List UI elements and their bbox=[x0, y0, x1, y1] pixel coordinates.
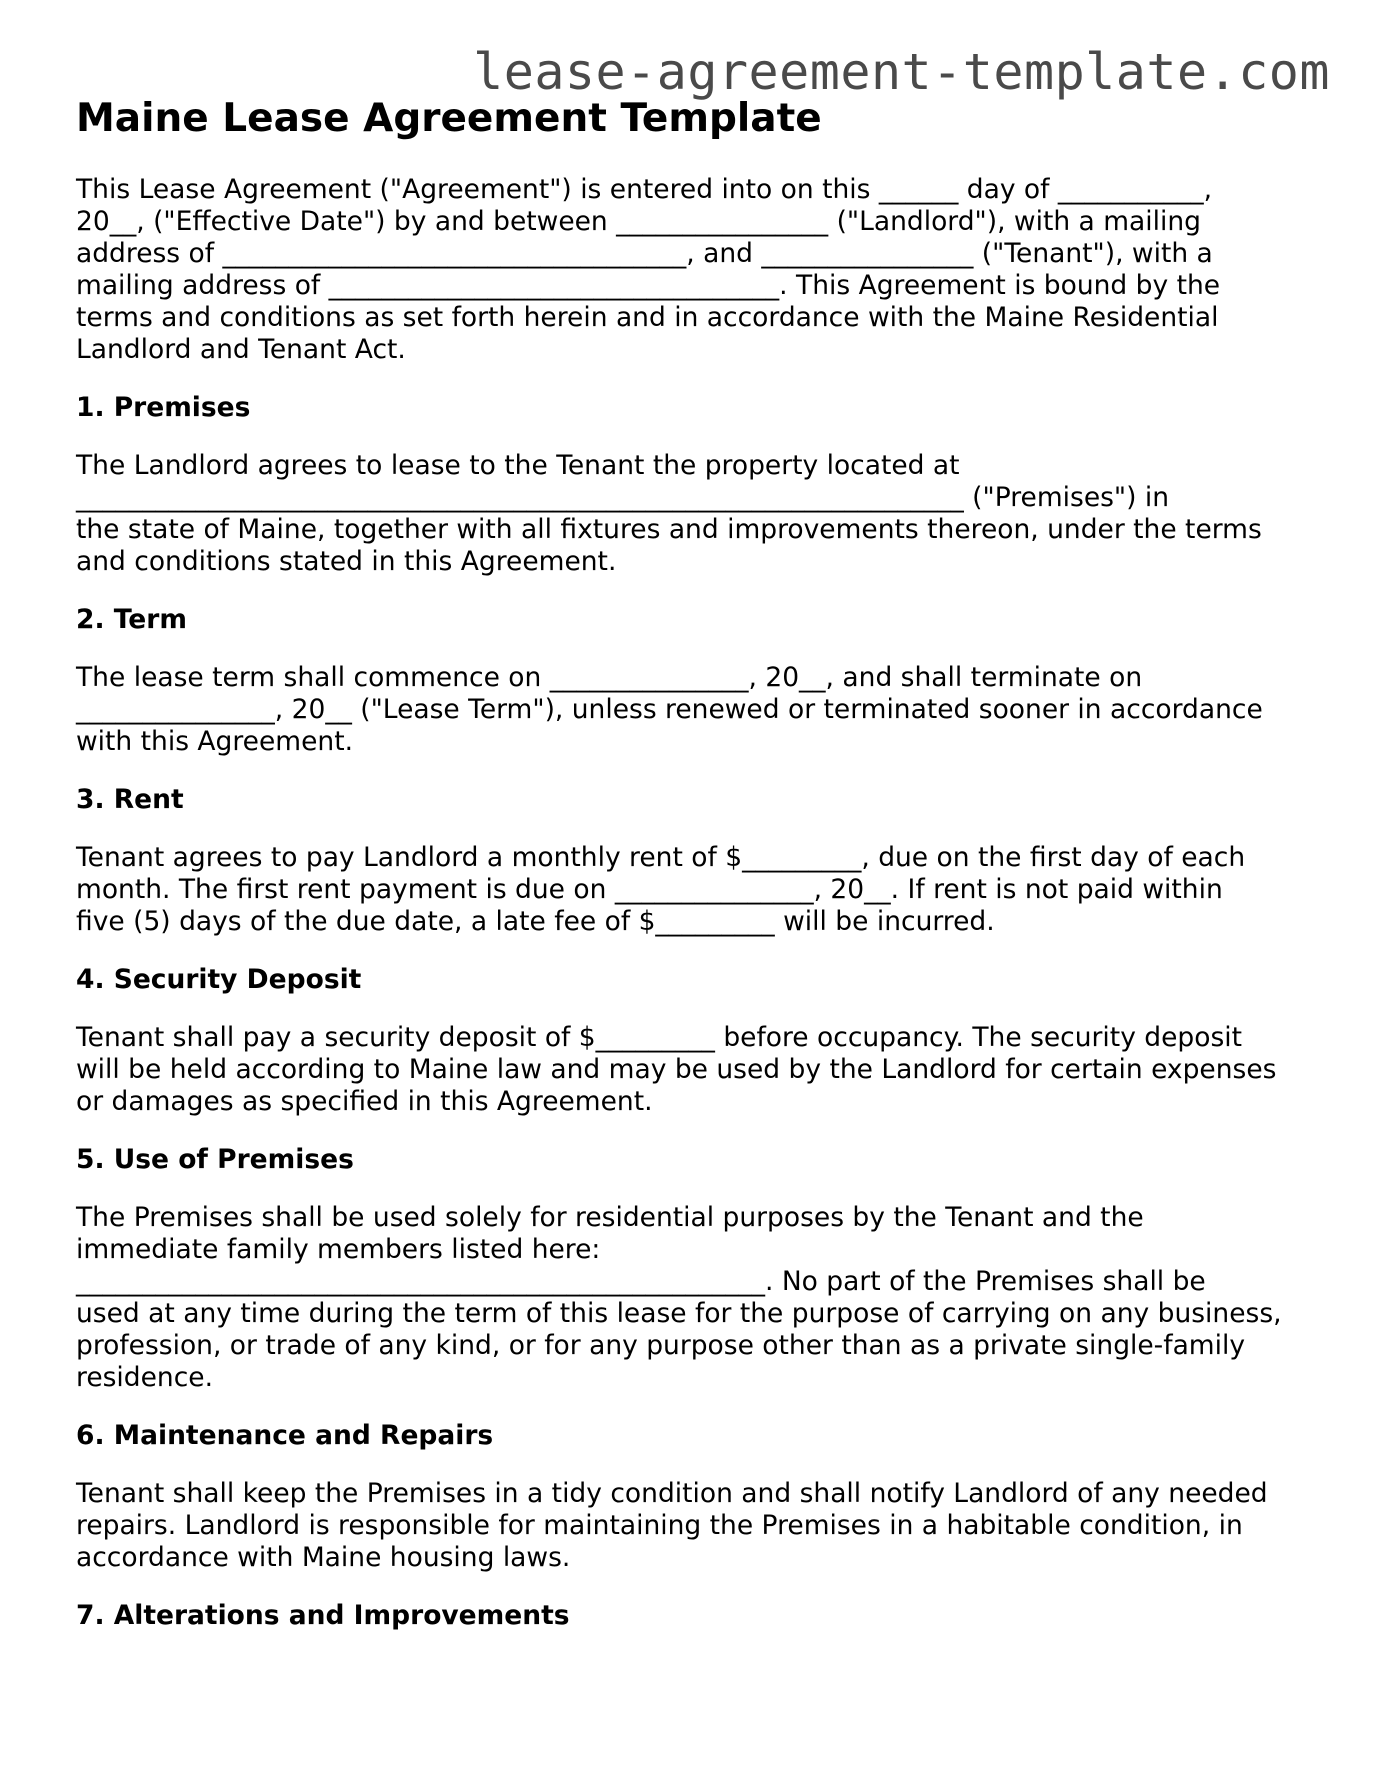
section-body-term bbox=[76, 662, 1316, 758]
paragraph-line: immediate family members listed here: bbox=[76, 1234, 601, 1265]
section-heading-rent: 3. Rent bbox=[76, 784, 184, 815]
section-heading-premises: 1. Premises bbox=[76, 392, 251, 423]
paragraph-line: used at any time during the term of this lease for the purpose of carrying on any business, bbox=[76, 1298, 1282, 1329]
paragraph-line: five (5) days of the due date, a late fee of $_________ will be incurred. bbox=[76, 906, 995, 937]
paragraph-line: This Lease Agreement ("Agreement") is entered into on this ______ day of ___________, bbox=[76, 174, 1213, 205]
paragraph-line: with this Agreement. bbox=[76, 726, 354, 757]
paragraph-line: profession, or trade of any kind, or for any purpose other than as a private single-family bbox=[76, 1330, 1246, 1361]
paragraph-line: ___________________________________________________________________ ("Premises") in bbox=[76, 482, 1170, 513]
paragraph-line: The Premises shall be used solely for residential purposes by the Tenant and the bbox=[76, 1202, 1144, 1233]
section-heading-alterations-and-improvements: 7. Alterations and Improvements bbox=[76, 1600, 570, 1631]
section-heading-term: 2. Term bbox=[76, 604, 187, 635]
paragraph-line: Tenant shall pay a security deposit of $_________ before occupancy. The security deposit bbox=[76, 1022, 1243, 1053]
section-body-premises bbox=[76, 450, 1316, 578]
watermark: lease-agreement-template.com bbox=[473, 43, 1330, 101]
section-body-rent bbox=[76, 842, 1316, 938]
document-page bbox=[76, 96, 1316, 1658]
paragraph-line: mailing address of __________________________________. This Agreement is bound by the bbox=[76, 270, 1221, 301]
paragraph-line: repairs. Landlord is responsible for maintaining the Premises in a habitable condition, in bbox=[76, 1510, 1243, 1541]
paragraph-line: The Landlord agrees to lease to the Tenant the property located at bbox=[76, 450, 960, 481]
paragraph-line: accordance with Maine housing laws. bbox=[76, 1542, 571, 1573]
paragraph-line: and conditions stated in this Agreement. bbox=[76, 546, 617, 577]
paragraph-line: The lease term shall commence on _______________, 20__, and shall terminate on bbox=[76, 662, 1143, 693]
section-body-use-of-premises bbox=[76, 1202, 1316, 1394]
intro-paragraph bbox=[76, 174, 1316, 366]
paragraph-line: or damages as specified in this Agreement. bbox=[76, 1086, 653, 1117]
paragraph-line: terms and conditions as set forth herein and in accordance with the Maine Residential bbox=[76, 302, 1219, 333]
document-title: Maine Lease Agreement Template bbox=[76, 96, 822, 141]
paragraph-line: Landlord and Tenant Act. bbox=[76, 334, 406, 365]
paragraph-line: residence. bbox=[76, 1362, 214, 1393]
paragraph-line: Tenant agrees to pay Landlord a monthly rent of $_________, due on the first day of each bbox=[76, 842, 1246, 873]
paragraph-line: address of ___________________________________, and ________________ ("Tenant"), with a bbox=[76, 238, 1213, 269]
section-body-security-deposit bbox=[76, 1022, 1316, 1118]
section-heading-security-deposit: 4. Security Deposit bbox=[76, 964, 362, 995]
paragraph-line: month. The first rent payment is due on _______________, 20__. If rent is not paid within bbox=[76, 874, 1223, 905]
section-heading-maintenance-and-repairs: 6. Maintenance and Repairs bbox=[76, 1420, 494, 1451]
paragraph-line: 20__, ("Effective Date") by and between ________________ ("Landlord"), with a mailing bbox=[76, 206, 1201, 237]
section-body-maintenance-and-repairs bbox=[76, 1478, 1316, 1574]
section-heading-use-of-premises: 5. Use of Premises bbox=[76, 1144, 354, 1175]
paragraph-line: ____________________________________________________. No part of the Premises shall be bbox=[76, 1266, 1206, 1297]
paragraph-line: will be held according to Maine law and may be used by the Landlord for certain expenses bbox=[76, 1054, 1277, 1085]
paragraph-line: the state of Maine, together with all fixtures and improvements thereon, under the terms bbox=[76, 514, 1262, 545]
paragraph-line: _______________, 20__ ("Lease Term"), unless renewed or terminated sooner in accordance bbox=[76, 694, 1263, 725]
paragraph-line: Tenant shall keep the Premises in a tidy condition and shall notify Landlord of any needed bbox=[76, 1478, 1268, 1509]
